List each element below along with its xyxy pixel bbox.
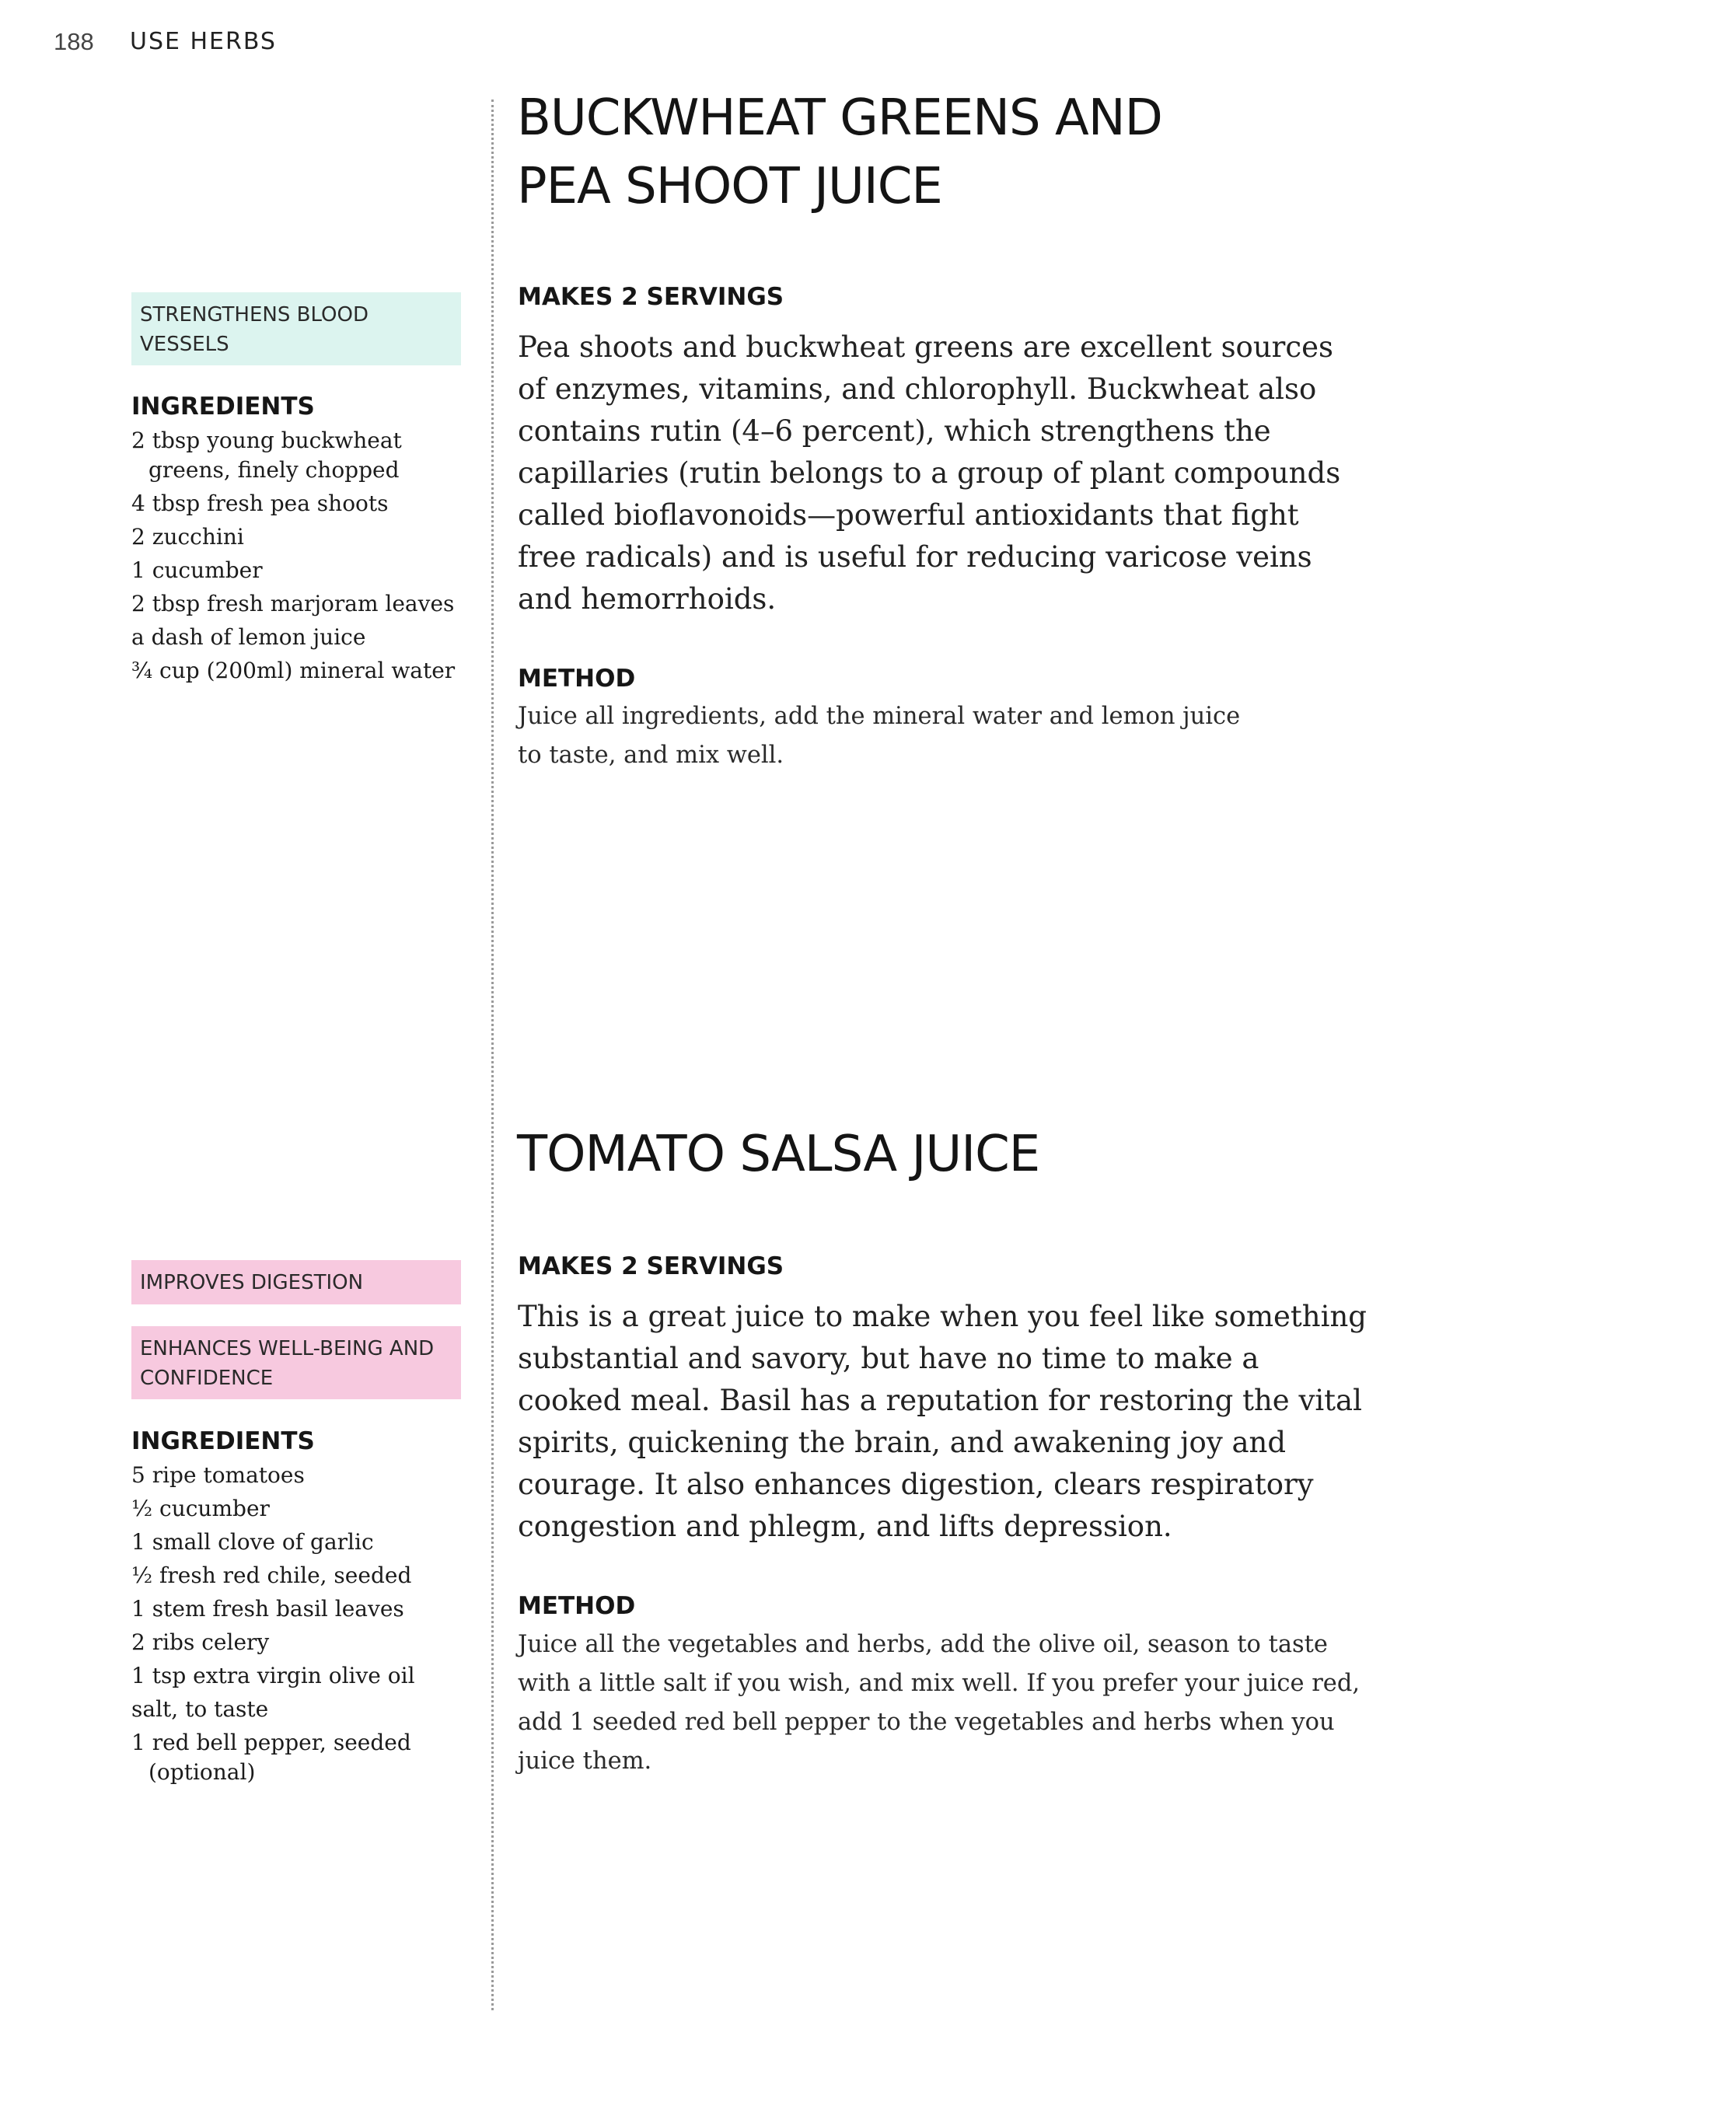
ingredient-item: ½ cucumber [131,1496,270,1521]
method-line: to taste, and mix well. [518,742,784,769]
ingredient-item: 1 small clove of garlic [131,1529,374,1555]
description-line: free radicals) and is useful for reducing varicose veins [518,540,1312,574]
description-line: substantial and savory, but have no time to make a [518,1342,1259,1375]
section-title: USE HERBS [130,28,277,55]
ingredients-list [131,1461,473,1791]
method-heading: METHOD [518,1592,636,1620]
ingredient-item: salt, to taste [131,1696,269,1722]
ingredient-item: 1 stem fresh basil leaves [131,1596,404,1622]
page-number: 188 [54,28,94,55]
benefit-tag: ENHANCES WELL-BEING AND CONFIDENCE [131,1326,461,1399]
description-line: contains rutin (4–6 percent), which strengthens the [518,414,1271,448]
description-line: called bioflavonoids—powerful antioxidants that fight [518,498,1299,532]
title-line: BUCKWHEAT GREENS AND [517,89,1162,147]
benefit-tag: IMPROVES DIGESTION [131,1260,461,1304]
method-line: Juice all the vegetables and herbs, add the olive oil, season to taste [518,1631,1328,1658]
ingredient-item: 1 cucumber [131,557,263,583]
title-line: TOMATO SALSA JUICE [517,1126,1040,1183]
method-text [518,697,1240,775]
ingredient-item: 2 zucchini [131,524,244,550]
recipe-title-tomato [517,1120,1039,1189]
ingredient-item: 1 tsp extra virgin olive oil [131,1663,415,1688]
method-text [518,1625,1360,1781]
description-line: cooked meal. Basil has a reputation for restoring the vital [518,1384,1362,1417]
column-divider [491,100,494,2010]
ingredient-item: 2 tbsp young buckwheat greens, finely chopped [131,428,402,483]
recipe-title-buckwheat [517,84,1162,221]
recipe-description [518,326,1404,620]
ingredients-list [131,426,473,690]
ingredient-item: 4 tbsp fresh pea shoots [131,491,389,516]
method-line: add 1 seeded red bell pepper to the vegetables and herbs when you [518,1709,1335,1736]
recipe-description [518,1296,1404,1548]
ingredient-item: a dash of lemon juice [131,624,366,650]
description-line: courage. It also enhances digestion, clears respiratory [518,1468,1314,1501]
servings-label: MAKES 2 SERVINGS [518,1252,784,1280]
ingredient-item: 2 tbsp fresh marjoram leaves [131,591,455,616]
description-line: Pea shoots and buckwheat greens are excellent sources [518,330,1333,364]
description-line: of enzymes, vitamins, and chlorophyll. Buckwheat also [518,372,1317,406]
servings-label: MAKES 2 SERVINGS [518,283,784,311]
description-line: capillaries (rutin belongs to a group of plant compounds [518,456,1341,490]
ingredient-item: 5 ripe tomatoes [131,1462,305,1488]
ingredient-item: ¾ cup (200ml) mineral water [131,658,456,683]
description-line: and hemorrhoids. [518,582,777,616]
method-heading: METHOD [518,665,636,693]
description-line: This is a great juice to make when you feel like something [518,1300,1367,1333]
ingredient-item: 1 red bell pepper, seeded (optional) [131,1730,411,1785]
ingredients-heading: INGREDIENTS [131,393,315,421]
method-line: Juice all ingredients, add the mineral water and lemon juice [518,703,1241,730]
ingredient-item: ½ fresh red chile, seeded [131,1563,412,1588]
ingredients-heading: INGREDIENTS [131,1427,315,1455]
ingredient-item: 2 ribs celery [131,1629,270,1655]
method-line: with a little salt if you wish, and mix well. If you prefer your juice red, [518,1670,1361,1697]
benefit-tag: STRENGTHENS BLOOD VESSELS [131,292,461,365]
description-line: congestion and phlegm, and lifts depression. [518,1510,1172,1543]
method-line: juice them. [518,1748,652,1775]
description-line: spirits, quickening the brain, and awakening joy and [518,1426,1287,1459]
title-line: PEA SHOOT JUICE [517,158,942,215]
